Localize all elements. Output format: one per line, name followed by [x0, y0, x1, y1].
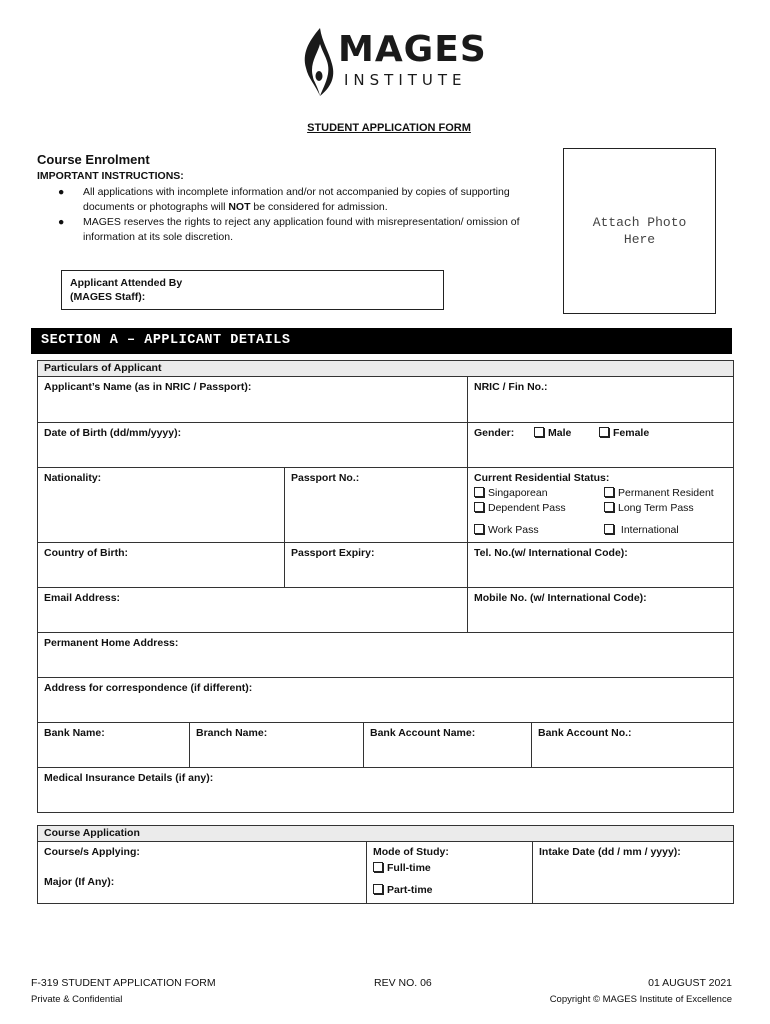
mode-of-study-field: Mode of Study: Full-time Part-time: [366, 841, 533, 904]
particulars-header: Particulars of Applicant: [38, 361, 733, 377]
mobile-no-field[interactable]: Mobile No. (w/ International Code):: [467, 587, 734, 633]
major-field: Major (If Any):: [44, 876, 115, 888]
logo-wordmark: MAGES: [338, 29, 487, 70]
country-of-birth-field[interactable]: Country of Birth:: [37, 542, 285, 588]
section-a-header: SECTION A – APPLICANT DETAILS: [31, 328, 732, 354]
bullet-dot-icon: ●: [58, 186, 65, 198]
applicant-name-field[interactable]: Applicant’s Name (as in NRIC / Passport):: [37, 376, 468, 423]
passport-no-field[interactable]: Passport No.:: [284, 467, 468, 543]
footer-confidential: Private & Confidential: [31, 994, 123, 1005]
checkbox-icon[interactable]: [474, 524, 484, 534]
gender-female-option[interactable]: Female: [599, 426, 649, 440]
home-address-field[interactable]: Permanent Home Address:: [37, 632, 734, 678]
bank-account-name-field[interactable]: Bank Account Name:: [363, 722, 532, 768]
parttime-option[interactable]: Part-time: [373, 883, 433, 897]
footer-revision: REV NO. 06: [374, 977, 432, 989]
bank-account-no-field[interactable]: Bank Account No.:: [531, 722, 734, 768]
footer-date: 01 AUGUST 2021: [648, 977, 732, 989]
branch-name-field[interactable]: Branch Name:: [189, 722, 364, 768]
checkbox-icon[interactable]: [604, 487, 614, 497]
correspondence-address-field[interactable]: Address for correspondence (if different):: [37, 677, 734, 723]
checkbox-icon[interactable]: [474, 502, 484, 512]
fulltime-option[interactable]: Full-time: [373, 861, 431, 875]
checkbox-icon[interactable]: [474, 487, 484, 497]
checkbox-icon[interactable]: [599, 427, 609, 437]
instruction-bullet: ● All applications with incomplete information and/or not accompanied by copies of supporting documents or photographs will NOT be considered for admission.: [58, 186, 510, 213]
bank-name-field[interactable]: Bank Name:: [37, 722, 190, 768]
res-singaporean-option[interactable]: Singaporean: [474, 486, 548, 500]
res-long-term-pass-option[interactable]: Long Term Pass: [604, 501, 694, 515]
photo-placeholder[interactable]: Attach Photo Here: [563, 148, 716, 314]
nric-field[interactable]: NRIC / Fin No.:: [467, 376, 734, 423]
checkbox-icon[interactable]: [373, 862, 383, 872]
tel-no-field[interactable]: Tel. No.(w/ International Code):: [467, 542, 734, 588]
checkbox-icon[interactable]: [373, 884, 383, 894]
important-instructions-heading: IMPORTANT INSTRUCTIONS:: [37, 170, 184, 182]
form-title: STUDENT APPLICATION FORM: [307, 122, 471, 134]
footer-copyright: Copyright © MAGES Institute of Excellence: [549, 994, 732, 1005]
course-application-header: Course Application: [38, 826, 733, 842]
medical-insurance-field[interactable]: Medical Insurance Details (if any):: [37, 767, 734, 813]
mages-logo: [298, 26, 487, 100]
checkbox-icon[interactable]: [534, 427, 544, 437]
instruction-bullet: ● MAGES reserves the rights to reject any application found with misrepresentation/ omission of information at its sole discretion.: [58, 216, 520, 243]
course-application-table: [37, 825, 734, 904]
res-permanent-resident-option[interactable]: Permanent Resident: [604, 486, 714, 500]
date-of-birth-field[interactable]: Date of Birth (dd/mm/yyyy):: [37, 422, 468, 468]
checkbox-icon[interactable]: [604, 524, 614, 534]
course-applying-field[interactable]: Course/s Applying: Major (If Any):: [37, 841, 367, 904]
course-enrolment-heading: Course Enrolment: [37, 152, 150, 167]
email-field[interactable]: Email Address:: [37, 587, 468, 633]
bullet-dot-icon: ●: [58, 216, 65, 228]
intake-date-field[interactable]: Intake Date (dd / mm / yyyy):: [532, 841, 734, 904]
nationality-field[interactable]: Nationality:: [37, 467, 285, 543]
gender-field: Gender: Male Female: [467, 422, 734, 468]
applicant-attended-by-box[interactable]: Applicant Attended By (MAGES Staff):: [61, 270, 444, 310]
residential-status-field: Current Residential Status: Singaporean Permanent Resident Dependent Pass Long Term Pass Work Pass International: [467, 467, 734, 543]
passport-expiry-field[interactable]: Passport Expiry:: [284, 542, 468, 588]
logo-subtitle: INSTITUTE: [344, 71, 467, 89]
res-work-pass-option[interactable]: Work Pass: [474, 523, 539, 537]
flame-logo-icon: [298, 26, 338, 100]
checkbox-icon[interactable]: [604, 502, 614, 512]
particulars-table: [37, 360, 734, 813]
gender-male-option[interactable]: Male: [534, 426, 571, 440]
res-international-option[interactable]: International: [604, 523, 679, 537]
footer-form-code: F-319 STUDENT APPLICATION FORM: [31, 977, 216, 989]
res-dependent-pass-option[interactable]: Dependent Pass: [474, 501, 566, 515]
